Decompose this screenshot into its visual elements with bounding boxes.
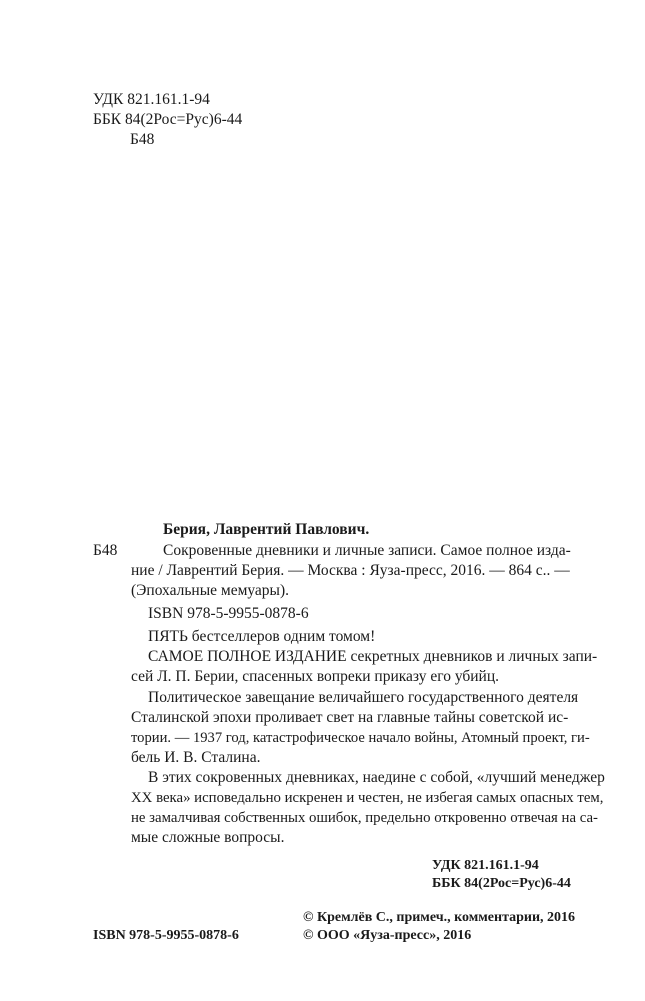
udk-code-bottom: УДК 821.161.1-94 (432, 858, 539, 873)
description-line: ние / Лаврентий Берия. — Москва : Яуза-пресс, 2016. — 864 с.. — (131, 562, 570, 579)
annotation-line: мые сложные вопросы. (131, 829, 285, 846)
udk-code: УДК 821.161.1-94 (93, 91, 210, 108)
description-line: Сокровенные дневники и личные записи. Самое полное изда- (163, 542, 571, 559)
annotation-line: бель И. В. Сталина. (131, 749, 261, 766)
copyright-line: © ООО «Яуза-пресс», 2016 (303, 928, 472, 943)
description-line: (Эпохальные мемуары). (131, 582, 290, 599)
author-mark-top: Б48 (130, 131, 155, 148)
annotation-line: тории. — 1937 год, катастрофическое начало войны, Атомный проект, ги- (131, 730, 590, 746)
copyright-line: © Кремлёв С., примеч., комментарии, 2016 (303, 910, 576, 925)
footer-isbn: ISBN 978-5-9955-0878-6 (93, 928, 239, 943)
annotation-line: сей Л. П. Берии, спасенных вопреки приказу его убийц. (131, 668, 500, 685)
bbk-code-bottom: ББК 84(2Рос=Рус)6-44 (432, 876, 571, 891)
author-mark: Б48 (93, 542, 118, 559)
annotation-line: Сталинской эпохи проливает свет на главные тайны советской ис- (131, 709, 569, 726)
annotation-line: Политическое завещание величайшего государственного деятеля (148, 689, 579, 706)
catalog-isbn: ISBN 978-5-9955-0878-6 (148, 605, 309, 622)
annotation-line: не замалчивая собственных ошибок, предельно откровенно отвечая на са- (131, 810, 598, 826)
annotation-line: XX века» исповедально искренен и честен, не избегая самых опасных тем, (131, 790, 604, 806)
annotation-line: В этих сокровенных дневниках, наедине с собой, «лучший менеджер (148, 769, 605, 786)
author-heading: Берия, Лаврентий Павлович. (163, 521, 370, 538)
annotation-line: ПЯТЬ бестселлеров одним томом! (148, 628, 376, 645)
annotation-line: САМОЕ ПОЛНОЕ ИЗДАНИЕ секретных дневников и личных запи- (148, 648, 598, 665)
bbk-code: ББК 84(2Рос=Рус)6-44 (93, 111, 243, 128)
